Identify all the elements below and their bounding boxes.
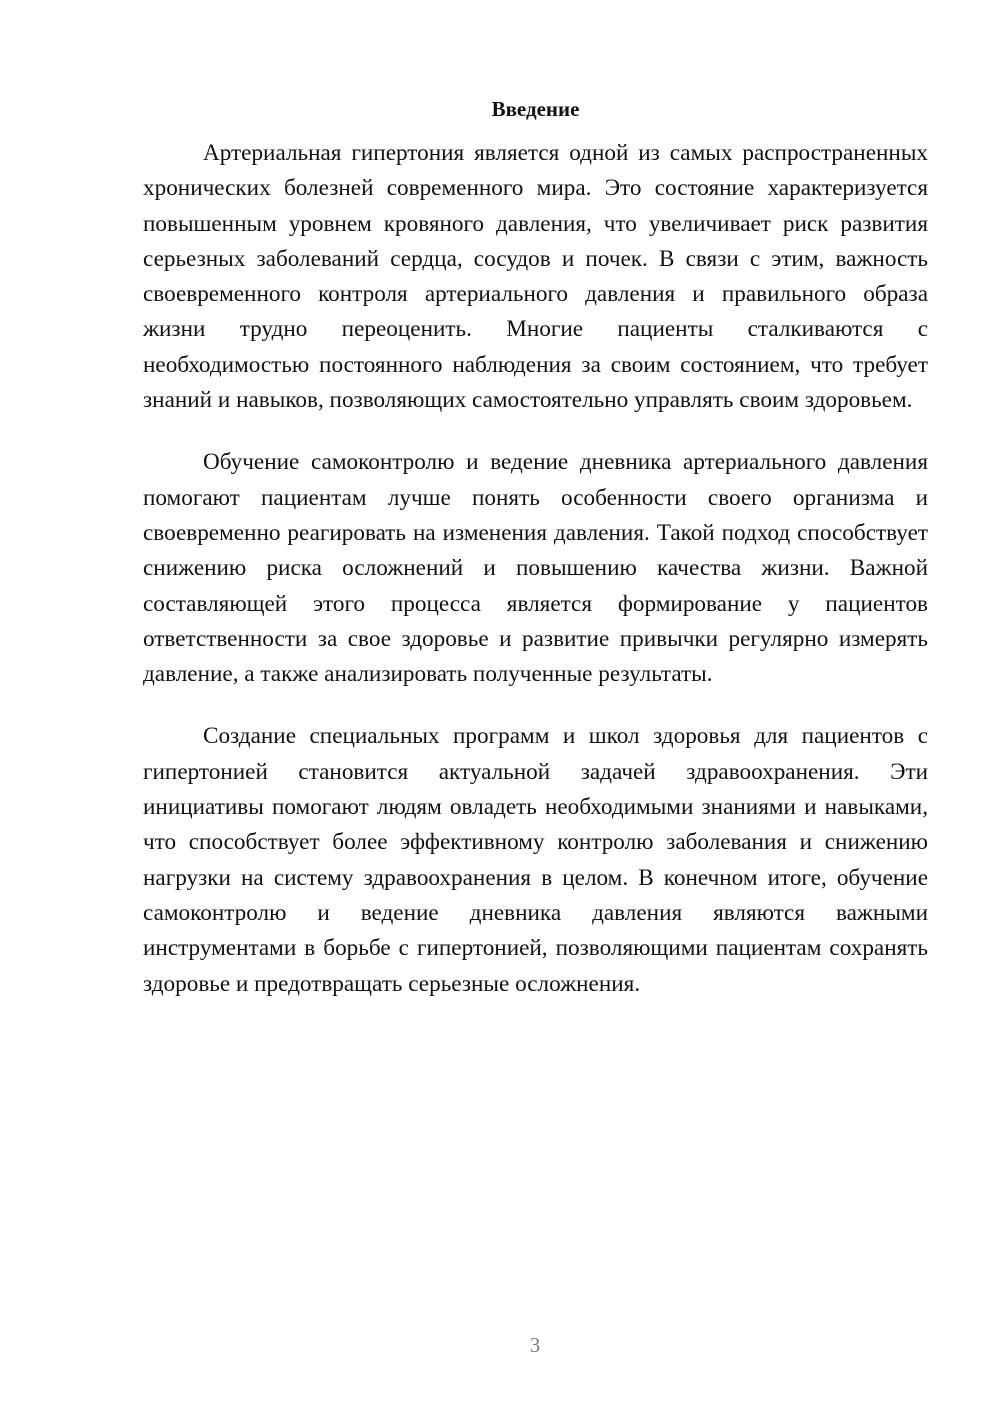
page-content	[143, 92, 928, 1029]
section-heading: Введение	[491, 97, 580, 121]
paragraph-2: Обучение самоконтролю и ведение дневника артериального давления помогают пациентам лучше понять особенности своего организма и своевременно реагировать на изменения давления. Такой подход способствует снижению риска осложнений и повышению качества жизни. Важной составляющей этого процесса является формирование у пациентов ответственности за свое здоровье и развитие привычки регулярно измерять давление, а также анализировать полученные результаты.	[143, 449, 928, 688]
paragraph-3: Создание специальных программ и школ здоровья для пациентов с гипертонией становится актуальной задачей здравоохранения. Эти инициативы помогают людям овладеть необходимыми знаниями и навыками, что способствует более эффективному контролю заболевания и снижению нагрузки на систему здравоохранения в целом. В конечном итоге, обучение самоконтролю и ведение дневника давления являются важными инструментами в борьбе с гипертонией, позволяющими пациентам сохранять здоровье и предотвращать серьезные осложнения.	[143, 723, 928, 997]
page-number: 3	[529, 1333, 541, 1357]
paragraph-1: Артериальная гипертония является одной из самых распространенных хронических болезней современного мира. Это состояние характеризуется повышенным уровнем кровяного давления, что увеличивает риск развития серьезных заболеваний сердца, сосудов и почек. В связи с этим, важность своевременного контроля артериального давления и правильного образа жизни трудно переоценить. Многие пациенты сталкиваются с необходимостью постоянного наблюдения за своим состоянием, что требует знаний и навыков, позволяющих самостоятельно управлять своим здоровьем.	[143, 140, 928, 414]
